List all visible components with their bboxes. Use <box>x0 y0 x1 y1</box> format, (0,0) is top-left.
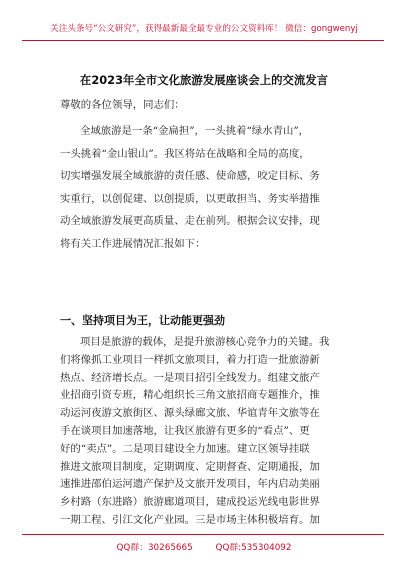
header-banner: 关注头条号“公文研究”，获得最新最全最专业的公文资料库！ 微信：gongwenyj <box>50 24 358 34</box>
footer-divider <box>22 534 384 535</box>
paragraph-line: 好的“卖点”。二是项目建设全力加速。建立区领导挂联 <box>60 442 310 455</box>
paragraph-line: 手在谈项目加速落地，让我区旅游有更多的“看点”、更 <box>60 424 310 437</box>
footer-qq-group-1: QQ群：30265665 <box>116 543 193 553</box>
paragraph-line: 们将像抓工业项目一样抓文旅项目，着力打造一批旅游新 <box>60 353 320 366</box>
paragraph-line: 动全域旅游发展更高质量、走在前列。根据会议安排，现 <box>60 215 320 228</box>
salutation: 尊敬的各位领导，同志们： <box>60 99 185 111</box>
paragraph-line: 业招商引资专班，精心组织长三角文旅招商专题推介，推 <box>60 389 320 402</box>
paragraph-line: 热点、经济增长点。一是项目招引全线发力。组建文旅产 <box>60 371 320 384</box>
intro-paragraph <box>60 120 390 256</box>
document-title: 在2023年全市文化旅游发展座谈会上的交流发言 <box>79 73 329 87</box>
paragraph-line: 一头挑着“金山银山”。我区将站在战略和全局的高度， <box>60 147 310 160</box>
paragraph-line: 项目是旅游的载体，是提升旅游核心竞争力的关键。我 <box>80 336 330 348</box>
section-paragraph <box>60 334 390 530</box>
footer-bar <box>0 540 408 553</box>
paragraph-line: 动运河夜游文旅街区、源头绿廊文旅、华谊青年文旅等在 <box>60 407 320 420</box>
paragraph-line: 实重行，以创促建、以创提质，以更敢担当、务实举措推 <box>60 192 320 205</box>
paragraph-line: 切实增强发展全域旅游的责任感、使命感，咬定目标、务 <box>60 170 320 183</box>
paragraph-line: 乡村路（东进路）旅游廊道项目，建成投运光线电影世界 <box>60 496 320 509</box>
paragraph-line: 推进文旅项目制度，定期调度、定期督查、定期通报，加 <box>60 460 320 473</box>
paragraph-line: 速推进邵伯运河遗产保护及文旅开发项目，年内启动美丽 <box>60 478 320 491</box>
paragraph-line: 一期工程、引江文化产业园。三是市场主体积极培育。加 <box>60 513 320 526</box>
footer-qq-group-2: QQ群:535304092 <box>215 543 292 553</box>
paragraph-line: 将有关工作进展情况汇报如下： <box>60 237 206 250</box>
header-divider <box>22 40 384 41</box>
section-heading: 一、坚持项目为王，让动能更强劲 <box>60 314 225 327</box>
paragraph-line: 全域旅游是一条“金扁担”，一头挑着“绿水青山”， <box>80 125 310 137</box>
